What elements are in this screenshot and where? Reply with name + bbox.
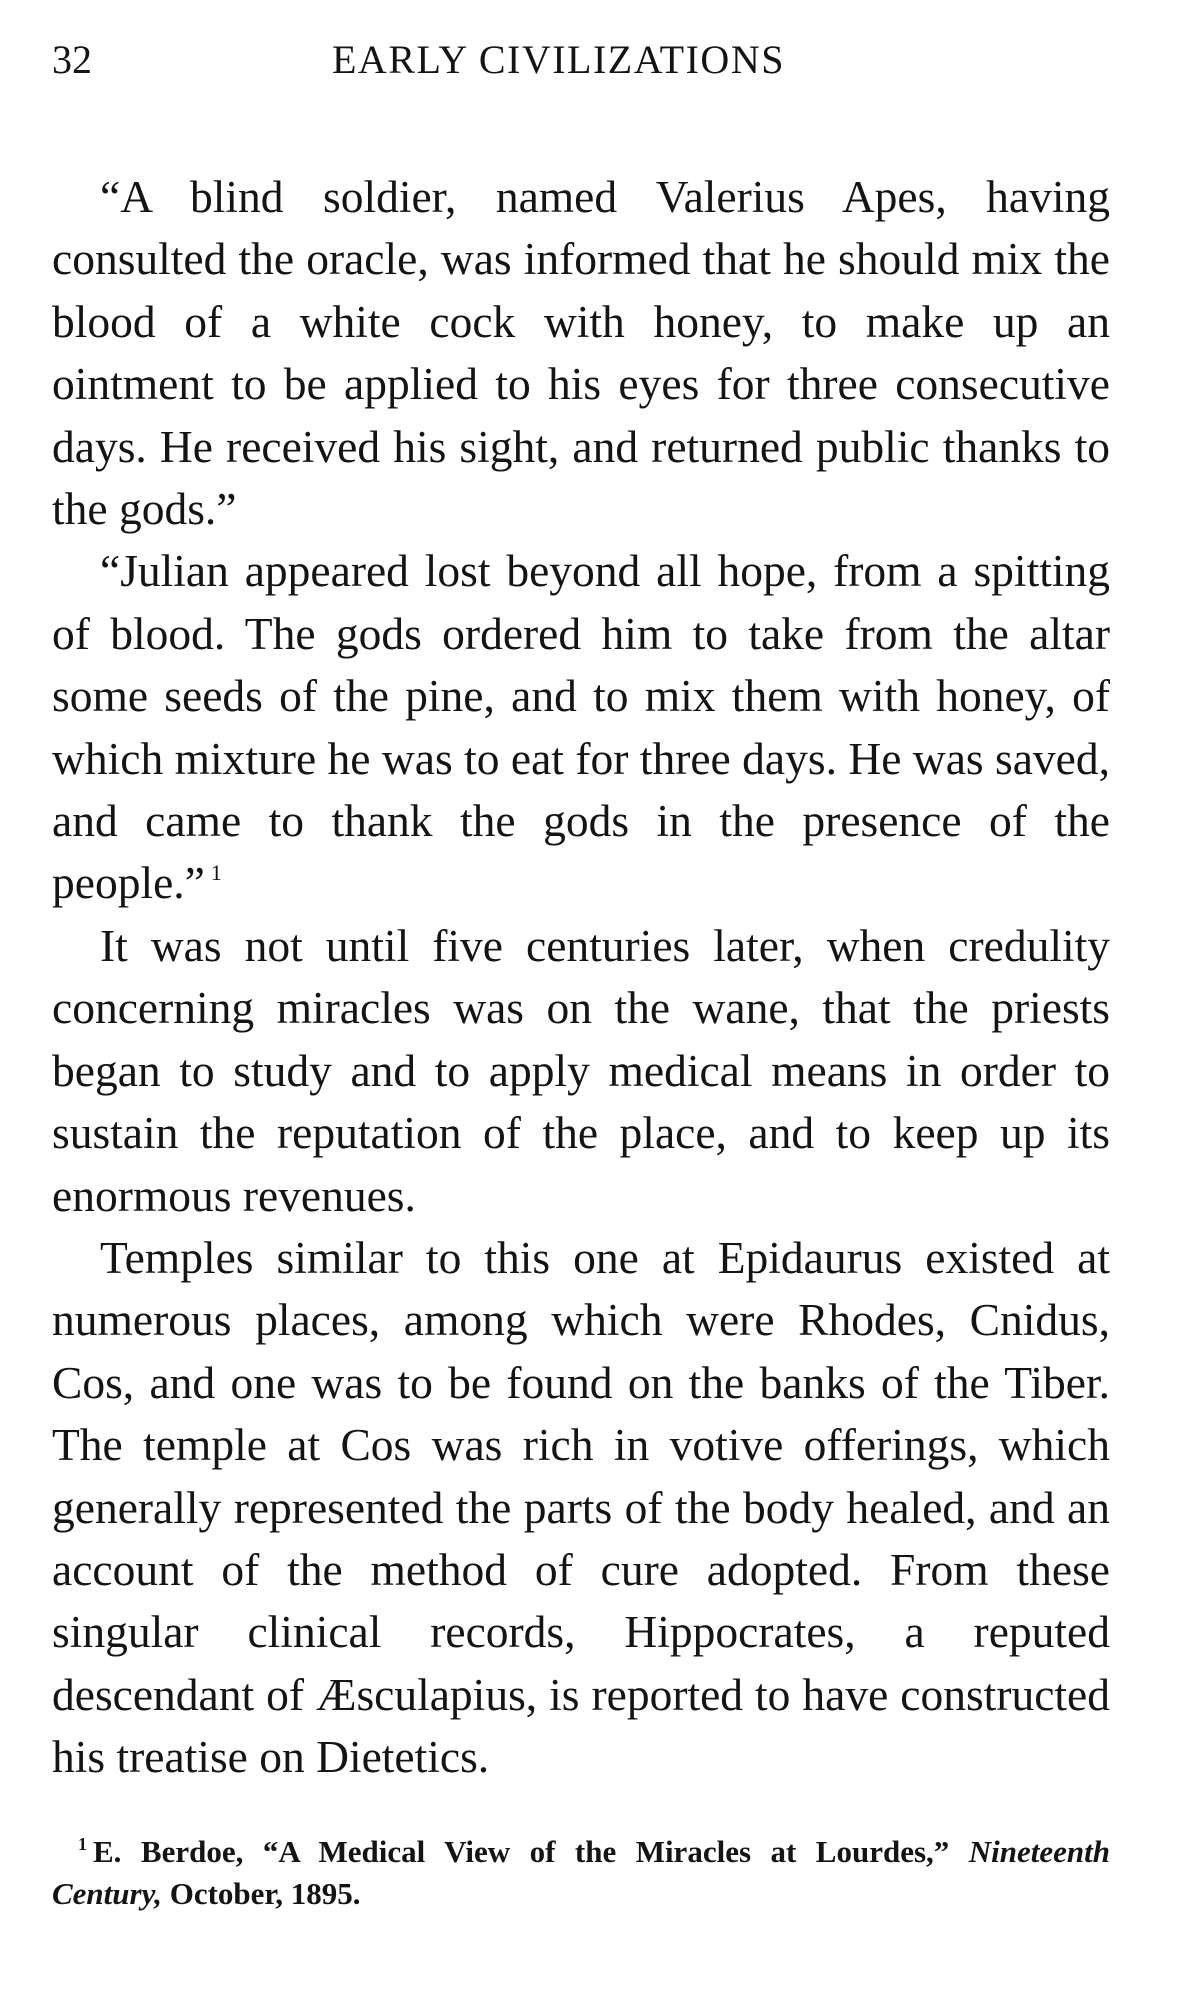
book-page xyxy=(52,28,1110,1915)
footnote-marker: 1 xyxy=(78,1833,87,1854)
paragraph-julian-text: “Julian appeared lost beyond all hope, from a spitting of blood. The gods ordered him to take from the altar some seeds of the pine, and to mix them with honey, of which mixture he was to eat for three days. He was saved, and came to thank the gods in the presence of the people.” xyxy=(52,545,1110,909)
footnote-journal: Nineteenth Century, xyxy=(52,1833,1110,1911)
paragraph-five-centuries xyxy=(52,915,1110,1227)
footnote xyxy=(52,1831,1110,1915)
page-number: 32 xyxy=(52,37,92,82)
paragraph-valerius-text: “A blind soldier, named Valerius Apes, having consulted the oracle, was informed that he should mix the blood of a white cock with honey, to make up an ointment to be applied to his eyes for three consecutive days. He received his sight, and returned public thanks to the gods.” xyxy=(52,171,1110,535)
footnote-date: October, 1895. xyxy=(169,1875,361,1911)
paragraph-temples xyxy=(52,1227,1110,1789)
paragraph-five-centuries-text: It was not until five centuries later, when credulity concerning miracles was on the wane, that the priests began to study and to apply medical means in order to sustain the reputation of the place, and to keep up its enormous revenues. xyxy=(52,919,1110,1221)
paragraph-valerius xyxy=(52,166,1110,540)
running-head xyxy=(52,28,1110,92)
paragraph-julian xyxy=(52,540,1110,914)
footnote-reference[interactable]: 1 xyxy=(210,860,222,886)
book-title: EARLY CIVILIZATIONS xyxy=(332,37,785,82)
body-text xyxy=(52,166,1110,1789)
paragraph-temples-text: Temples similar to this one at Epidaurus existed at numerous places, among which were Rhodes, Cnidus, Cos, and one was to be found on the banks of the Tiber. The temple at Cos was rich in votive offerings, which generally represented the parts of the body healed, and an account of the method of cure adopted. From these singular clinical records, Hippocrates, a reputed descendant of Æsculapius, is reported to have constructed his treatise on Dietetics. xyxy=(52,1231,1110,1783)
footnote-lead: E. Berdoe, “A Medical View of the Miracles at Lourdes,” xyxy=(93,1833,950,1869)
